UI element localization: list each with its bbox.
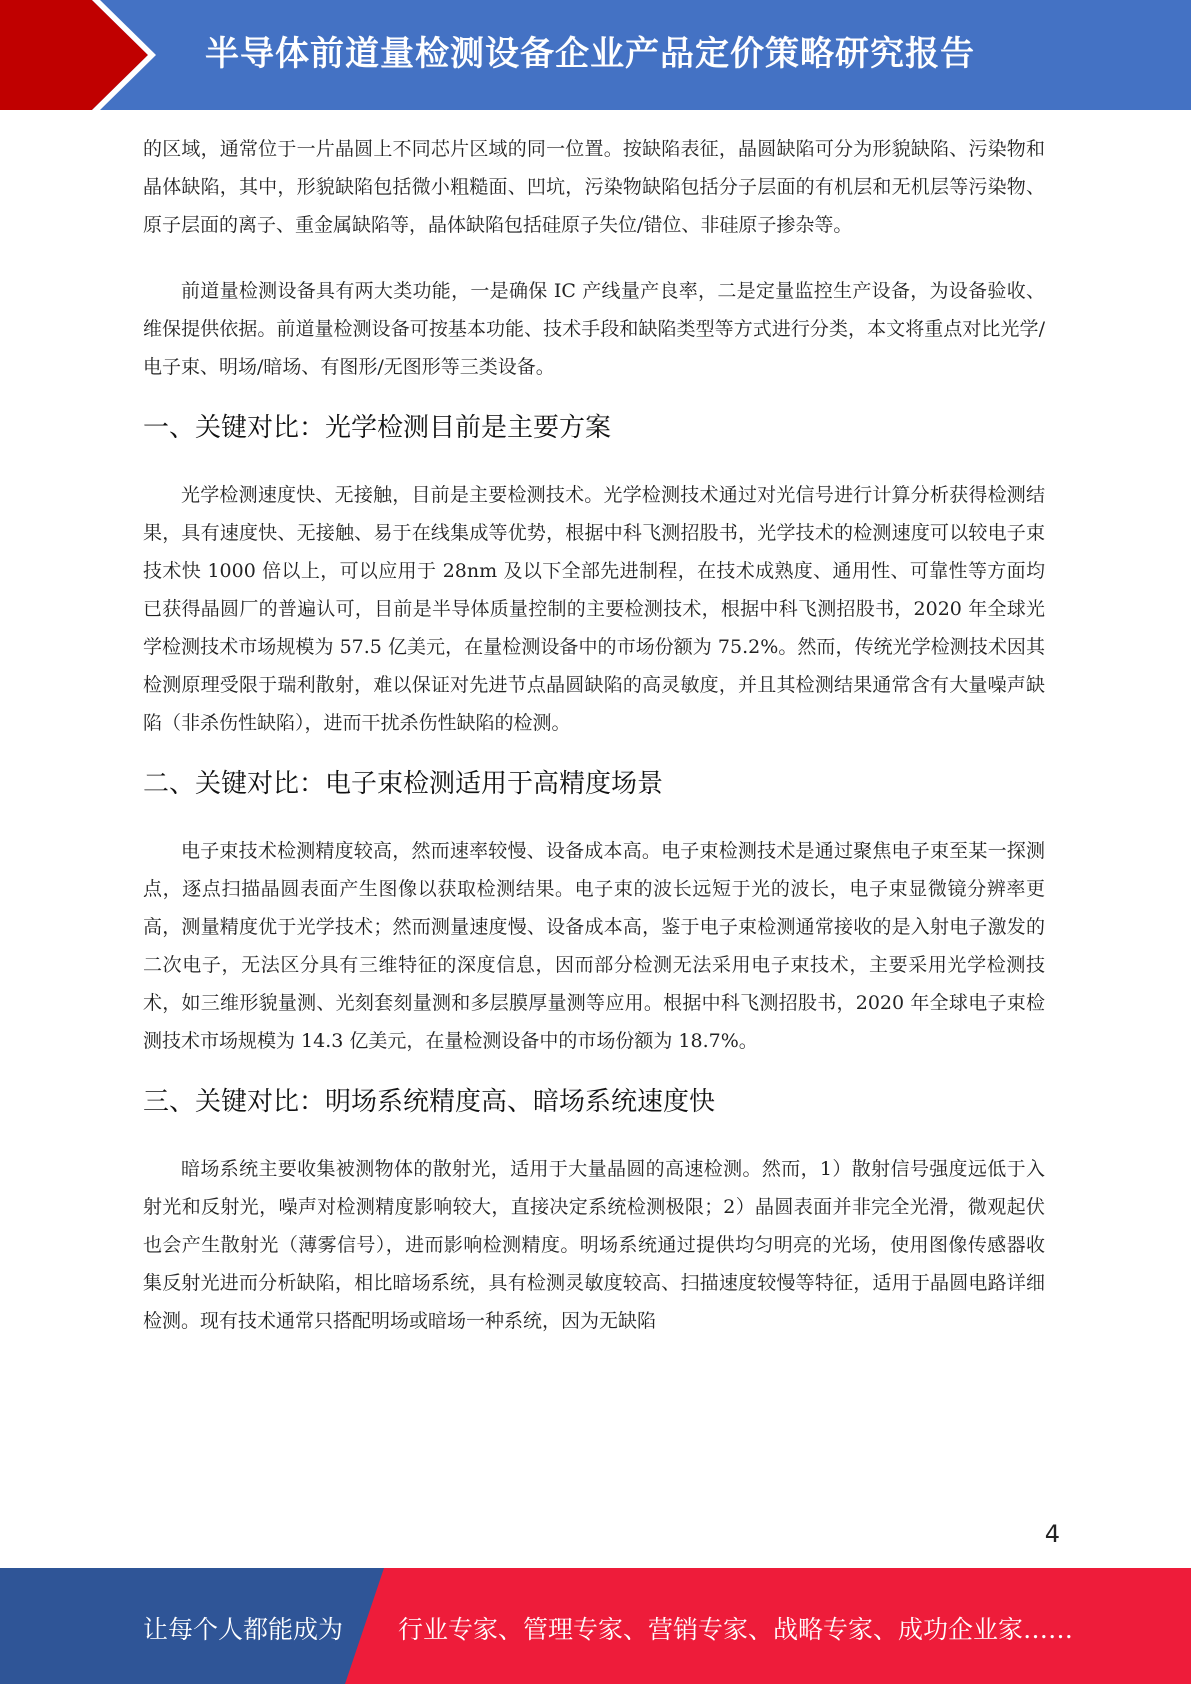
footer-slogan-right: 行业专家、管理专家、营销专家、战略专家、成功企业家…… (398, 1615, 1074, 1644)
section-heading-brightfield-darkfield: 三、关键对比：明场系统精度高、暗场系统速度快 (143, 1087, 716, 1117)
section-heading-ebeam: 二、关键对比：电子束检测适用于高精度场景 (143, 769, 664, 799)
page-header (0, 0, 1191, 110)
paragraph-darkfield-brightfield: 暗场系统主要收集被测物体的散射光，适用于大量晶圆的高速检测。然而，1）散射信号强度远低于入射光和反射光，噪声对检测精度影响较大，直接决定系统检测极限；2）晶圆表面并非完全光滑，微观起伏也会产生散射光（薄雾信号），进而影响检测精度。明场系统通过提供均匀明亮的光场，使用图像传感器收集反射光进而分析缺陷，相比暗场系统，具有检测灵敏度较高、扫描速度较慢等特征，适用于晶圆电路详细检测。现有技术通常只搭配明场或暗场一种系统，因为无缺陷 (143, 1158, 1045, 1332)
footer-slogan-left: 让每个人都能成为 (143, 1615, 344, 1644)
paragraph-optical-inspection: 光学检测速度快、无接触，目前是主要检测技术。光学检测技术通过对光信号进行计算分析获得检测结果，具有速度快、无接触、易于在线集成等优势，根据中科飞测招股书，光学技术的检测速度可以较电子束技术快 1000 倍以上，可以应用于 28nm 及以下全部先进制程，在技术成熟度、通用性、可靠性等方面均已获得晶圆厂的普遍认可，目前是半导体质量控制的主要检测技术，根据中科飞测招股书，2020 年全球光学检测技术市场规模为 57.5 亿美元，在量检测设备中的市场份额为 75.2%。然而，传统光学检测技术因其检测原理受限于瑞利散射，难以保证对先进节点晶圆缺陷的高灵敏度，并且其检测结果通常含有大量噪声缺陷（非杀伤性缺陷），进而干扰杀伤性缺陷的检测。 (143, 484, 1045, 734)
paragraph-defect-types: 的区域，通常位于一片晶圆上不同芯片区域的同一位置。按缺陷表征，晶圆缺陷可分为形貌缺陷、污染物和晶体缺陷，其中，形貌缺陷包括微小粗糙面、凹坑，污染物缺陷包括分子层面的有机层和无机层等污染物、原子层面的离子、重金属缺陷等，晶体缺陷包括硅原子失位/错位、非硅原子掺杂等。 (143, 138, 1045, 236)
paragraph-equipment-functions: 前道量检测设备具有两大类功能，一是确保 IC 产线量产良率，二是定量监控生产设备，为设备验收、维保提供依据。前道量检测设备可按基本功能、技术手段和缺陷类型等方式进行分类，本文将重点对比光学/电子束、明场/暗场、有图形/无图形等三类设备。 (143, 280, 1045, 378)
page-number: 4 (1044, 1520, 1060, 1548)
page-footer (0, 1568, 1191, 1684)
document-body (143, 130, 1045, 1340)
section-heading-optical: 一、关键对比：光学检测目前是主要方案 (143, 413, 612, 443)
header-title: 半导体前道量检测设备企业产品定价策略研究报告 (205, 34, 975, 74)
paragraph-ebeam-inspection: 电子束技术检测精度较高，然而速率较慢、设备成本高。电子束检测技术是通过聚焦电子束至某一探测点，逐点扫描晶圆表面产生图像以获取检测结果。电子束的波长远短于光的波长，电子束显微镜分辨率更高，测量精度优于光学技术；然而测量速度慢、设备成本高，鉴于电子束检测通常接收的是入射电子激发的二次电子，无法区分具有三维特征的深度信息，因而部分检测无法采用电子束技术，主要采用光学检测技术，如三维形貌量测、光刻套刻量测和多层膜厚量测等应用。根据中科飞测招股书，2020 年全球电子束检测技术市场规模为 14.3 亿美元，在量检测设备中的市场份额为 18.7%。 (143, 840, 1045, 1052)
